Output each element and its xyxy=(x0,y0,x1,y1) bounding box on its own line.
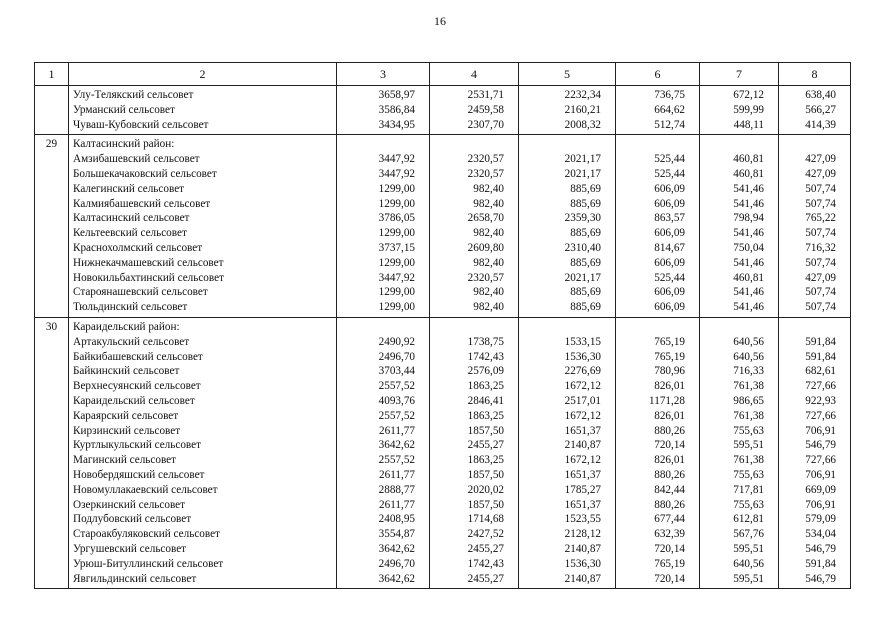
value-cell-col8: 706,91 xyxy=(779,468,851,483)
table-group xyxy=(35,317,851,588)
settlement-name: Кирзинский сельсовет xyxy=(69,424,337,439)
settlement-name: Калтасинский сельсовет xyxy=(69,211,337,226)
value-cell-col5: 885,69 xyxy=(519,256,616,271)
value-cell-col5: 1672,12 xyxy=(519,409,616,424)
value-cell-col5: 885,69 xyxy=(519,182,616,197)
value-cell-col7: 761,38 xyxy=(700,409,779,424)
value-cell-col5: 885,69 xyxy=(519,197,616,212)
settlement-name: Байкинский сельсовет xyxy=(69,364,337,379)
value-cell-col4: 2320,57 xyxy=(430,167,519,182)
settlement-name: Кельтеевский сельсовет xyxy=(69,226,337,241)
settlement-name: Калмиябашевский сельсовет xyxy=(69,197,337,212)
table-row xyxy=(35,468,851,483)
group-index xyxy=(35,86,69,135)
value-cell-col7: 750,04 xyxy=(700,241,779,256)
value-cell-col3: 3786,05 xyxy=(337,211,430,226)
value-cell-col4: 1863,25 xyxy=(430,379,519,394)
empty-cell xyxy=(700,317,779,334)
table-row xyxy=(35,241,851,256)
value-cell-col7: 541,46 xyxy=(700,226,779,241)
value-cell-col7: 755,63 xyxy=(700,424,779,439)
settlement-name: Урманский сельсовет xyxy=(69,103,337,118)
value-cell-col3: 3447,92 xyxy=(337,271,430,286)
settlement-name: Куртлыкульский сельсовет xyxy=(69,438,337,453)
value-cell-col5: 2021,17 xyxy=(519,152,616,167)
value-cell-col5: 1523,55 xyxy=(519,512,616,527)
value-cell-col5: 2310,40 xyxy=(519,241,616,256)
value-cell-col5: 2140,87 xyxy=(519,438,616,453)
settlement-name: Чуваш-Кубовский сельсовет xyxy=(69,118,337,135)
settlement-name: Большекачаковский сельсовет xyxy=(69,167,337,182)
table-row xyxy=(35,527,851,542)
settlement-name: Артакульский сельсовет xyxy=(69,335,337,350)
column-header-5: 5 xyxy=(519,63,616,86)
value-cell-col8: 591,84 xyxy=(779,350,851,365)
value-cell-col7: 640,56 xyxy=(700,335,779,350)
value-cell-col7: 448,11 xyxy=(700,118,779,135)
settlement-name: Магинский сельсовет xyxy=(69,453,337,468)
column-header-1: 1 xyxy=(35,63,69,86)
value-cell-col3: 1299,00 xyxy=(337,182,430,197)
value-cell-col3: 2557,52 xyxy=(337,453,430,468)
value-cell-col4: 982,40 xyxy=(430,285,519,300)
value-cell-col6: 814,67 xyxy=(616,241,700,256)
value-cell-col8: 546,79 xyxy=(779,572,851,589)
value-cell-col5: 2021,17 xyxy=(519,271,616,286)
table-row xyxy=(35,394,851,409)
value-cell-col8: 507,74 xyxy=(779,197,851,212)
value-cell-col7: 761,38 xyxy=(700,379,779,394)
value-cell-col3: 2611,77 xyxy=(337,424,430,439)
value-cell-col6: 606,09 xyxy=(616,300,700,317)
value-cell-col4: 2846,41 xyxy=(430,394,519,409)
value-cell-col8: 706,91 xyxy=(779,424,851,439)
value-cell-col8: 507,74 xyxy=(779,226,851,241)
value-cell-col3: 2496,70 xyxy=(337,557,430,572)
tariff-table xyxy=(34,62,851,589)
value-cell-col6: 606,09 xyxy=(616,226,700,241)
table-row xyxy=(35,542,851,557)
value-cell-col5: 2359,30 xyxy=(519,211,616,226)
value-cell-col3: 1299,00 xyxy=(337,285,430,300)
value-cell-col7: 541,46 xyxy=(700,182,779,197)
value-cell-col3: 1299,00 xyxy=(337,197,430,212)
value-cell-col3: 2611,77 xyxy=(337,498,430,513)
value-cell-col6: 842,44 xyxy=(616,483,700,498)
empty-cell xyxy=(519,317,616,334)
value-cell-col4: 2658,70 xyxy=(430,211,519,226)
value-cell-col5: 2517,01 xyxy=(519,394,616,409)
value-cell-col3: 1299,00 xyxy=(337,226,430,241)
value-cell-col7: 761,38 xyxy=(700,453,779,468)
empty-cell xyxy=(519,135,616,152)
value-cell-col4: 2020,02 xyxy=(430,483,519,498)
value-cell-col6: 880,26 xyxy=(616,468,700,483)
value-cell-col6: 880,26 xyxy=(616,424,700,439)
column-header-8: 8 xyxy=(779,63,851,86)
settlement-name: Калегинский сельсовет xyxy=(69,182,337,197)
value-cell-col6: 826,01 xyxy=(616,379,700,394)
value-cell-col8: 579,09 xyxy=(779,512,851,527)
value-cell-col5: 2140,87 xyxy=(519,542,616,557)
table-row xyxy=(35,152,851,167)
value-cell-col5: 2276,69 xyxy=(519,364,616,379)
column-header-7: 7 xyxy=(700,63,779,86)
settlement-name: Краснохолмский сельсовет xyxy=(69,241,337,256)
value-cell-col4: 2455,27 xyxy=(430,542,519,557)
value-cell-col4: 2307,70 xyxy=(430,118,519,135)
settlement-name: Подлубовский сельсовет xyxy=(69,512,337,527)
value-cell-col8: 591,84 xyxy=(779,335,851,350)
value-cell-col8: 427,09 xyxy=(779,152,851,167)
value-cell-col6: 525,44 xyxy=(616,152,700,167)
value-cell-col3: 3434,95 xyxy=(337,118,430,135)
value-cell-col6: 736,75 xyxy=(616,86,700,103)
value-cell-col7: 755,63 xyxy=(700,498,779,513)
value-cell-col8: 507,74 xyxy=(779,285,851,300)
group-index: 30 xyxy=(35,317,69,588)
value-cell-col7: 599,99 xyxy=(700,103,779,118)
value-cell-col6: 525,44 xyxy=(616,271,700,286)
value-cell-col6: 826,01 xyxy=(616,409,700,424)
table-row xyxy=(35,453,851,468)
column-header-3: 3 xyxy=(337,63,430,86)
value-cell-col4: 1742,43 xyxy=(430,557,519,572)
table-group xyxy=(35,86,851,135)
settlement-name: Верхнесуянский сельсовет xyxy=(69,379,337,394)
table-row xyxy=(35,118,851,135)
value-cell-col4: 982,40 xyxy=(430,197,519,212)
value-cell-col3: 4093,76 xyxy=(337,394,430,409)
table-row xyxy=(35,498,851,513)
empty-cell xyxy=(337,317,430,334)
value-cell-col5: 885,69 xyxy=(519,285,616,300)
value-cell-col6: 606,09 xyxy=(616,285,700,300)
value-cell-col3: 3642,62 xyxy=(337,542,430,557)
value-cell-col7: 541,46 xyxy=(700,256,779,271)
value-cell-col4: 1857,50 xyxy=(430,424,519,439)
table-group xyxy=(35,135,851,318)
table-row xyxy=(35,256,851,271)
value-cell-col6: 606,09 xyxy=(616,197,700,212)
empty-cell xyxy=(616,135,700,152)
settlement-name: Нижнекачмашевский сельсовет xyxy=(69,256,337,271)
value-cell-col4: 982,40 xyxy=(430,256,519,271)
value-cell-col6: 765,19 xyxy=(616,557,700,572)
value-cell-col7: 640,56 xyxy=(700,350,779,365)
settlement-name: Ургушевский сельсовет xyxy=(69,542,337,557)
value-cell-col3: 3586,84 xyxy=(337,103,430,118)
value-cell-col8: 922,93 xyxy=(779,394,851,409)
value-cell-col4: 1863,25 xyxy=(430,409,519,424)
settlement-name: Староакбуляковский сельсовет xyxy=(69,527,337,542)
value-cell-col7: 612,81 xyxy=(700,512,779,527)
value-cell-col6: 677,44 xyxy=(616,512,700,527)
value-cell-col8: 727,66 xyxy=(779,453,851,468)
value-cell-col7: 460,81 xyxy=(700,152,779,167)
value-cell-col7: 567,76 xyxy=(700,527,779,542)
table-row xyxy=(35,572,851,589)
value-cell-col3: 3658,97 xyxy=(337,86,430,103)
column-header-6: 6 xyxy=(616,63,700,86)
value-cell-col8: 534,04 xyxy=(779,527,851,542)
value-cell-col7: 460,81 xyxy=(700,167,779,182)
table-row xyxy=(35,103,851,118)
value-cell-col5: 2128,12 xyxy=(519,527,616,542)
table-row xyxy=(35,409,851,424)
value-cell-col5: 1536,30 xyxy=(519,350,616,365)
settlement-name: Явгильдинский сельсовет xyxy=(69,572,337,589)
empty-cell xyxy=(430,317,519,334)
settlement-name: Новомуллакаевский сельсовет xyxy=(69,483,337,498)
table-row xyxy=(35,350,851,365)
value-cell-col3: 2557,52 xyxy=(337,379,430,394)
value-cell-col5: 885,69 xyxy=(519,226,616,241)
table-row xyxy=(35,197,851,212)
settlement-name: Амзибашевский сельсовет xyxy=(69,152,337,167)
table-row xyxy=(35,285,851,300)
value-cell-col3: 2408,95 xyxy=(337,512,430,527)
value-cell-col3: 3703,44 xyxy=(337,364,430,379)
value-cell-col5: 2232,34 xyxy=(519,86,616,103)
value-cell-col4: 2455,27 xyxy=(430,438,519,453)
value-cell-col6: 720,14 xyxy=(616,438,700,453)
settlement-name: Озеркинский сельсовет xyxy=(69,498,337,513)
group-title-row xyxy=(35,317,851,334)
value-cell-col6: 512,74 xyxy=(616,118,700,135)
value-cell-col7: 595,51 xyxy=(700,438,779,453)
value-cell-col7: 640,56 xyxy=(700,557,779,572)
table-row xyxy=(35,379,851,394)
column-header-4: 4 xyxy=(430,63,519,86)
table-row xyxy=(35,424,851,439)
value-cell-col4: 1857,50 xyxy=(430,498,519,513)
page-number: 16 xyxy=(434,14,446,28)
table-row xyxy=(35,364,851,379)
value-cell-col7: 460,81 xyxy=(700,271,779,286)
table-row xyxy=(35,300,851,317)
group-title-row xyxy=(35,135,851,152)
settlement-name: Тюльдинский сельсовет xyxy=(69,300,337,317)
column-header-2: 2 xyxy=(69,63,337,86)
value-cell-col3: 3554,87 xyxy=(337,527,430,542)
value-cell-col3: 2496,70 xyxy=(337,350,430,365)
table-row xyxy=(35,271,851,286)
table-row xyxy=(35,86,851,103)
value-cell-col8: 427,09 xyxy=(779,167,851,182)
value-cell-col8: 638,40 xyxy=(779,86,851,103)
value-cell-col4: 2320,57 xyxy=(430,152,519,167)
settlement-name: Новобердяшский сельсовет xyxy=(69,468,337,483)
value-cell-col7: 717,81 xyxy=(700,483,779,498)
value-cell-col8: 682,61 xyxy=(779,364,851,379)
settlement-name: Караярский сельсовет xyxy=(69,409,337,424)
value-cell-col8: 669,09 xyxy=(779,483,851,498)
value-cell-col6: 720,14 xyxy=(616,542,700,557)
value-cell-col4: 2609,80 xyxy=(430,241,519,256)
value-cell-col6: 1171,28 xyxy=(616,394,700,409)
value-cell-col6: 880,26 xyxy=(616,498,700,513)
value-cell-col4: 1857,50 xyxy=(430,468,519,483)
value-cell-col3: 1299,00 xyxy=(337,256,430,271)
value-cell-col5: 1651,37 xyxy=(519,424,616,439)
settlement-name: Новокильбахтинский сельсовет xyxy=(69,271,337,286)
value-cell-col8: 765,22 xyxy=(779,211,851,226)
value-cell-col5: 2021,17 xyxy=(519,167,616,182)
value-cell-col6: 606,09 xyxy=(616,182,700,197)
value-cell-col6: 664,62 xyxy=(616,103,700,118)
value-cell-col5: 1536,30 xyxy=(519,557,616,572)
value-cell-col4: 2459,58 xyxy=(430,103,519,118)
value-cell-col3: 3447,92 xyxy=(337,167,430,182)
value-cell-col8: 716,32 xyxy=(779,241,851,256)
value-cell-col7: 595,51 xyxy=(700,572,779,589)
settlement-name: Байкибашевский сельсовет xyxy=(69,350,337,365)
value-cell-col7: 672,12 xyxy=(700,86,779,103)
value-cell-col7: 986,65 xyxy=(700,394,779,409)
value-cell-col6: 765,19 xyxy=(616,335,700,350)
value-cell-col5: 1672,12 xyxy=(519,453,616,468)
value-cell-col3: 2888,77 xyxy=(337,483,430,498)
table-row xyxy=(35,335,851,350)
value-cell-col6: 632,39 xyxy=(616,527,700,542)
table-header xyxy=(35,63,851,86)
table-row xyxy=(35,483,851,498)
value-cell-col5: 2008,32 xyxy=(519,118,616,135)
value-cell-col8: 706,91 xyxy=(779,498,851,513)
value-cell-col3: 3642,62 xyxy=(337,572,430,589)
value-cell-col8: 591,84 xyxy=(779,557,851,572)
settlement-name: Караидельский сельсовет xyxy=(69,394,337,409)
value-cell-col4: 1863,25 xyxy=(430,453,519,468)
value-cell-col8: 414,39 xyxy=(779,118,851,135)
value-cell-col8: 546,79 xyxy=(779,438,851,453)
settlement-name: Урюш-Битуллинский сельсовет xyxy=(69,557,337,572)
value-cell-col3: 3642,62 xyxy=(337,438,430,453)
value-cell-col6: 863,57 xyxy=(616,211,700,226)
value-cell-col4: 2531,71 xyxy=(430,86,519,103)
empty-cell xyxy=(430,135,519,152)
value-cell-col3: 2557,52 xyxy=(337,409,430,424)
value-cell-col8: 566,27 xyxy=(779,103,851,118)
value-cell-col4: 2455,27 xyxy=(430,572,519,589)
settlement-name: Улу-Телякский сельсовет xyxy=(69,86,337,103)
value-cell-col4: 982,40 xyxy=(430,226,519,241)
empty-cell xyxy=(779,135,851,152)
empty-cell xyxy=(779,317,851,334)
value-cell-col8: 507,74 xyxy=(779,300,851,317)
value-cell-col8: 427,09 xyxy=(779,271,851,286)
value-cell-col7: 716,33 xyxy=(700,364,779,379)
value-cell-col3: 2490,92 xyxy=(337,335,430,350)
value-cell-col7: 541,46 xyxy=(700,285,779,300)
value-cell-col5: 885,69 xyxy=(519,300,616,317)
value-cell-col5: 1672,12 xyxy=(519,379,616,394)
value-cell-col4: 2320,57 xyxy=(430,271,519,286)
value-cell-col6: 826,01 xyxy=(616,453,700,468)
table-row xyxy=(35,167,851,182)
value-cell-col8: 507,74 xyxy=(779,256,851,271)
value-cell-col5: 1533,15 xyxy=(519,335,616,350)
empty-cell xyxy=(700,135,779,152)
value-cell-col3: 2611,77 xyxy=(337,468,430,483)
value-cell-col7: 541,46 xyxy=(700,300,779,317)
value-cell-col8: 507,74 xyxy=(779,182,851,197)
value-cell-col6: 780,96 xyxy=(616,364,700,379)
value-cell-col8: 727,66 xyxy=(779,409,851,424)
district-title: Калтасинский район: xyxy=(69,135,337,152)
value-cell-col4: 2576,09 xyxy=(430,364,519,379)
table-row xyxy=(35,211,851,226)
header-row xyxy=(35,63,851,86)
value-cell-col5: 1651,37 xyxy=(519,498,616,513)
value-cell-col5: 2140,87 xyxy=(519,572,616,589)
value-cell-col4: 982,40 xyxy=(430,300,519,317)
table-row xyxy=(35,182,851,197)
value-cell-col7: 798,94 xyxy=(700,211,779,226)
value-cell-col6: 720,14 xyxy=(616,572,700,589)
value-cell-col7: 541,46 xyxy=(700,197,779,212)
value-cell-col5: 1651,37 xyxy=(519,468,616,483)
value-cell-col4: 1714,68 xyxy=(430,512,519,527)
value-cell-col7: 755,63 xyxy=(700,468,779,483)
value-cell-col6: 765,19 xyxy=(616,350,700,365)
table-row xyxy=(35,557,851,572)
table-row xyxy=(35,438,851,453)
group-index: 29 xyxy=(35,135,69,318)
district-title: Караидельский район: xyxy=(69,317,337,334)
value-cell-col6: 525,44 xyxy=(616,167,700,182)
value-cell-col4: 982,40 xyxy=(430,182,519,197)
value-cell-col5: 2160,21 xyxy=(519,103,616,118)
value-cell-col4: 2427,52 xyxy=(430,527,519,542)
value-cell-col5: 1785,27 xyxy=(519,483,616,498)
table-row xyxy=(35,226,851,241)
value-cell-col3: 1299,00 xyxy=(337,300,430,317)
empty-cell xyxy=(616,317,700,334)
table-row xyxy=(35,512,851,527)
value-cell-col3: 3447,92 xyxy=(337,152,430,167)
value-cell-col3: 3737,15 xyxy=(337,241,430,256)
value-cell-col8: 727,66 xyxy=(779,379,851,394)
empty-cell xyxy=(337,135,430,152)
settlement-name: Староянашевский сельсовет xyxy=(69,285,337,300)
value-cell-col4: 1738,75 xyxy=(430,335,519,350)
value-cell-col6: 606,09 xyxy=(616,256,700,271)
value-cell-col8: 546,79 xyxy=(779,542,851,557)
value-cell-col7: 595,51 xyxy=(700,542,779,557)
value-cell-col4: 1742,43 xyxy=(430,350,519,365)
